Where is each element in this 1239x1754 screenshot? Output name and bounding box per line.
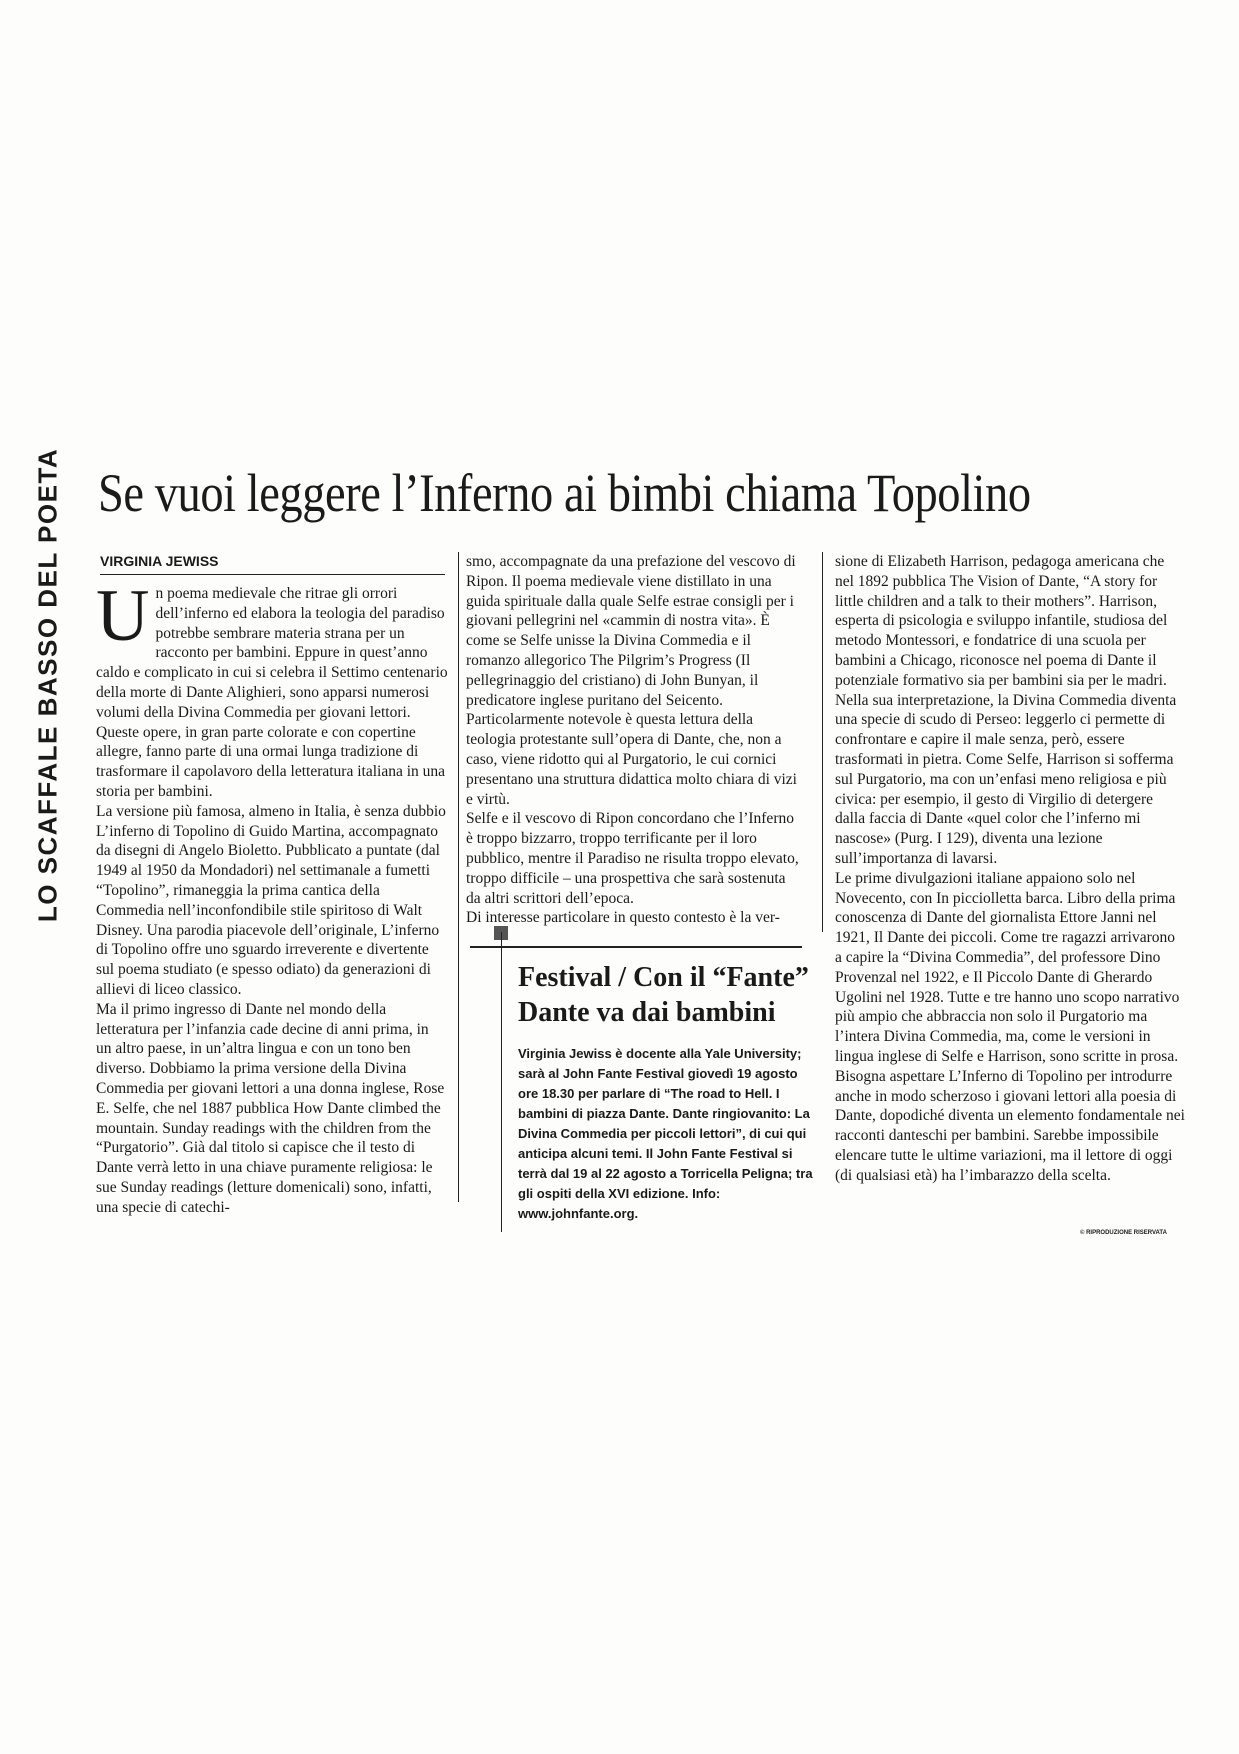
byline: VIRGINIA JEWISS <box>100 552 445 575</box>
section-label-text: LO SCAFFALE BASSO DEL POETA <box>32 447 63 923</box>
article-column-3 <box>835 552 1185 1186</box>
paragraph: Ma il primo ingresso di Dante nel mondo della letteratura per l’infanzia cade decine di anni prima, in un altro paese, in un’altra lingua e con un tono ben diverso. Dobbiamo la prima versione della Divina Commedia per giovani lettori a una donna inglese, Rose E. Selfe, che nel 1887 pubblica How Dante climbed the mountain. Sunday readings with the children from the “Purgatorio”. Già dal titolo si capisce che il testo di Dante verrà letto in una chiave puramente religiosa: le sue Sunday readings (letture domenicali) sono, infatti, una specie di catechi- <box>96 1000 445 1216</box>
paragraph: Di interesse particolare in questo contesto è la ver- <box>466 909 780 927</box>
copyright-notice: © RIPRODUZIONE RISERVATA <box>1080 1230 1167 1236</box>
paragraph: n poema medievale che ritrae gli orrori dell’inferno ed elabora la teologia del paradiso potrebbe sembrare materia strana per un racconto per bambini. Eppure in quest’anno caldo e complicato in cui si celebra il Settimo centenario della morte di Dante Alighieri, sono apparsi numerosi volumi della Divina Commedia per giovani lettori. Queste opere, in gran parte colorate e con copertine allegre, fanno parte di una ormai lunga tradizione di trasformare il capolavoro della letteratura italiana in una storia per bambini. <box>96 585 448 800</box>
column-divider <box>822 552 823 932</box>
box-top-rule <box>470 946 802 948</box>
section-label <box>28 445 68 925</box>
paragraph: Selfe e il vescovo di Ripon concordano che l’Inferno è troppo bizzarro, troppo terrificante per il loro pubblico, mentre il Paradiso ne risulta troppo elevato, troppo difficile – una prospettiva che sarà sostenuta da altri scrittori dell’epoca. <box>466 810 799 907</box>
article-column-1 <box>96 575 448 1218</box>
column-divider <box>458 552 459 1202</box>
drop-cap: U <box>96 575 150 657</box>
box-text: Virginia Jewiss è docente alla Yale University; sarà al John Fante Festival giovedì 19 agosto ore 18.30 per parlare di “The road to Hell. I bambini di piazza Dante. Dante ringiovanito: La Divina Commedia per piccoli lettori”, di cui qui anticipa alcuni temi. Il John Fante Festival si terrà dal 19 al 22 agosto a Torricella Peligna; tra gli ospiti della XVI edizione. Info: www.johnfante.org. <box>518 1046 813 1221</box>
box-left-rule <box>501 932 502 1232</box>
box-title: Festival / Con il “Fante” Dante va dai bambini <box>518 962 809 1028</box>
paragraph: La versione più famosa, almeno in Italia, è senza dubbio L’inferno di Topolino di Guido Martina, accompagnato da disegni di Angelo Bioletto. Pubblicato a puntate (dal 1949 al 1950 da Mondadori) nel settimanale a fumetti “Topolino”, rimaneggia la prima cantica della Commedia nell’inconfondibile stile spiritoso di Walt Disney. Una parodia piacevole dell’originale, L’inferno di Topolino offre uno sguardo irreverente e divertente sul poema studiato (e spesso odiato) da generazioni di allievi di liceo classico. <box>96 802 446 998</box>
paragraph: Le prime divulgazioni italiane appaiono solo nel Novecento, con In picciolletta barca. Libro della prima conoscenza di Dante del giornalista Ettore Janni nel 1921, Il Dante dei piccoli. Come tre ragazzi arrivarono a capire la “Divina Commedia”, del professore Dino Provenzal nel 1922, e Il Piccolo Dante di Gherardo Ugolini nel 1928. Tutte e tre hanno uno scopo narrativo più ampio che abbraccia non solo il Purgatorio ma l’intera Divina Commedia, ma, come le versioni in lingua inglese di Selfe e Harrison, sono scritte in prosa. Bisogna aspettare L’Inferno di Topolino per introdurre anche in modo scherzoso i giovani lettori alla poesia di Dante, dopodiché diventa un elemento fondamentale nei racconti danteschi per bambini. Sarebbe impossibile elencare tutte le ultime variazioni, ma il lettore di oggi (di qualsiasi età) ha l’imbarazzo della scelta. <box>835 869 1185 1184</box>
article-column-2 <box>466 552 801 928</box>
headline: Se vuoi leggere l’Inferno ai bimbi chiama Topolino <box>98 463 1031 523</box>
paragraph: smo, accompagnate da una prefazione del vescovo di Ripon. Il poema medievale viene distillato in una guida spirituale dalla quale Selfe estrae consigli per i giovani pellegrini nel «cammin di nostra vita». È come se Selfe unisse la Divina Commedia e il romanzo allegorico The Pilgrim’s Progress (Il pellegrinaggio del cristiano) di John Bunyan, il predicatore inglese puritano del Seicento. Particolarmente notevole è questa lettura della teologia protestante sull’opera di Dante, che, non a caso, viene ridotto qui al Purgatorio, le cui cornici presentano una struttura didattica molto chiara di vizi e virtù. <box>466 553 797 808</box>
paragraph: sione di Elizabeth Harrison, pedagoga americana che nel 1892 pubblica The Vision of Dante, “A story for little children and a talk to their mothers”. Harrison, esperta di psicologia e sviluppo infantile, studiosa del metodo Montessori, e fondatrice di una scuola per bambini a Chicago, riconosce nel poema di Dante il potenziale formativo sia per bambini sia per le madri. Nella sua interpretazione, la Divina Commedia diventa una specie di scudo di Perseo: leggerlo ci permette di confrontare e capire il male senza, però, essere trasformati in pietra. Come Selfe, Harrison si sofferma sul Purgatorio, ma con un’enfasi meno religiosa e più civica: per esempio, il gesto di Virgilio di detergere dalla faccia di Dante «quel color che l’inferno mi nascose» (Purg. I 129), diventa una lezione sull’importanza di lavarsi. <box>835 553 1177 867</box>
